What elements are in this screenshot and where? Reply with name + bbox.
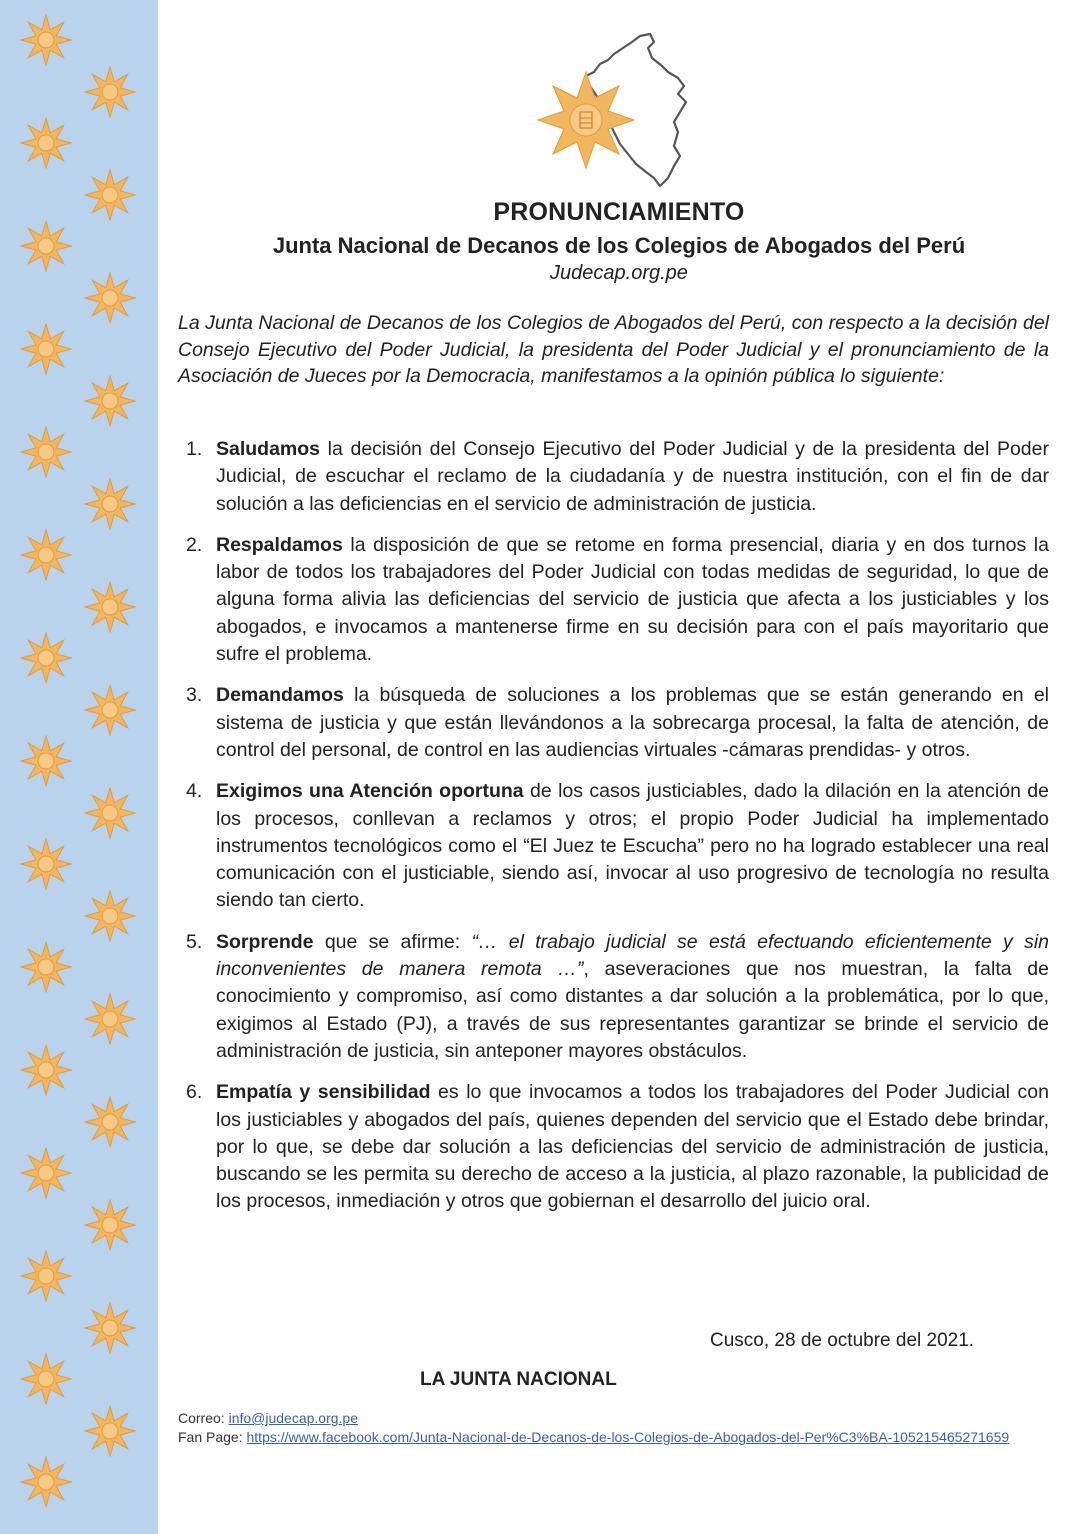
fanpage-line bbox=[178, 1428, 1058, 1447]
fanpage-link[interactable]: https://www.facebook.com/Junta-Nacional-de-Decanos-de-los-Colegios-de-Abogados-del-Per%C3%BA-105215465271659 bbox=[246, 1429, 1010, 1445]
item-lead: Demandamos bbox=[216, 684, 344, 707]
star-icon bbox=[84, 1302, 136, 1354]
star-icon bbox=[84, 272, 136, 324]
item-text: la búsqueda de soluciones a los problemas que se están generando en el sistema de justicia y que están llevándonos a la sobrecarga procesal, la falta de atención, de control del personal, de control en las audiencias virtuales -cámaras prendidas- y otros. bbox=[216, 684, 1049, 761]
list-item bbox=[186, 436, 1049, 518]
item-text: la decisión del Consejo Ejecutivo del Poder Judicial y de la presidenta del Poder Judicial, de escuchar el reclamo de la ciudadanía y de nuestra institución, con el fin de dar solución a las deficiencias en el servicio de administración de justicia. bbox=[216, 438, 1049, 515]
list-item bbox=[186, 929, 1049, 1065]
website-text: Judecap.org.pe bbox=[550, 262, 688, 284]
list-item bbox=[186, 778, 1049, 914]
list-item bbox=[186, 1079, 1049, 1215]
star-icon bbox=[20, 1147, 72, 1199]
star-icon bbox=[20, 117, 72, 169]
decorative-star-border bbox=[0, 0, 158, 1534]
star-icon bbox=[84, 787, 136, 839]
item-text: de los casos justiciables, dado la dilación en la atención de los procesos, conllevan a reclamos y otros; el propio Poder Judicial ha implementado instrumentos tecnológicos como el “El Juez te Escucha” pero no ha logrado establecer una real comunicación con el justiciable, siendo así, invocar al uso progresivo de tecnología no resulta siendo tan cierto. bbox=[216, 780, 1049, 912]
star-icon bbox=[20, 838, 72, 890]
star-icon bbox=[20, 220, 72, 272]
star-icon bbox=[20, 1456, 72, 1508]
item-lead: Respaldamos bbox=[216, 533, 343, 556]
star-icon bbox=[20, 323, 72, 375]
item-lead: Exigimos una Atención oportuna bbox=[216, 780, 524, 803]
intro-paragraph: La Junta Nacional de Decanos de los Colegios de Abogados del Perú, con respecto a la decisión del Consejo Ejecutivo del Poder Judicial, la presidenta del Poder Judicial y el pronunciamiento de la Asociación de Jueces por la Democracia, manifestamos a la opinión pública lo siguiente: bbox=[178, 312, 1049, 387]
item-number: 2. bbox=[186, 533, 203, 556]
list-item bbox=[186, 532, 1049, 668]
list-item bbox=[186, 682, 1049, 764]
star-icon bbox=[84, 890, 136, 942]
item-lead: Saludamos bbox=[216, 438, 321, 460]
star-icon bbox=[20, 14, 72, 66]
signature: LA JUNTA NACIONAL bbox=[420, 1369, 617, 1390]
statement-list bbox=[186, 436, 1049, 1230]
judecap-logo bbox=[528, 28, 698, 198]
item-number: 4. bbox=[186, 780, 203, 803]
star-icon bbox=[84, 66, 136, 118]
item-number: 5. bbox=[186, 930, 203, 953]
star-icon bbox=[84, 581, 136, 633]
item-number: 3. bbox=[186, 684, 203, 707]
email-label: Correo: bbox=[178, 1410, 229, 1426]
email-line bbox=[178, 1409, 1058, 1428]
item-number: 6. bbox=[186, 1081, 203, 1104]
item-text: , aseveraciones que nos muestran, la falta de conocimiento y compromiso, así como distantes a dar solución a la problemática, por lo que, exigimos al Estado (PJ), a través de sus representantes garantizar se brinde el servicio de administración de justicia, sin anteponer mayores obstáculos. bbox=[216, 958, 1049, 1062]
contact-info bbox=[178, 1409, 1058, 1447]
organization-name: Junta Nacional de Decanos de los Colegios de Abogados del Perú bbox=[272, 233, 966, 258]
email-link[interactable]: info@judecap.org.pe bbox=[228, 1410, 358, 1426]
star-icon bbox=[84, 1405, 136, 1457]
star-icon bbox=[20, 1044, 72, 1096]
item-lead: Sorprende bbox=[216, 930, 314, 953]
star-icon bbox=[20, 735, 72, 787]
item-lead: Empatía y sensibilidad bbox=[216, 1081, 431, 1104]
star-icon bbox=[84, 169, 136, 221]
star-icon bbox=[84, 1096, 136, 1148]
document-title: PRONUNCIAMIENTO bbox=[493, 198, 745, 226]
star-icon bbox=[84, 993, 136, 1045]
item-number: 1. bbox=[186, 438, 203, 460]
item-text: es lo que invocamos a todos los trabajadores del Poder Judicial con los justiciables y abogados del país, quienes dependen del servicio que el Estado debe brindar, por lo que, se debe dar solución a las deficiencias del servicio de administración de justicia, buscando se les permita su derecho de acceso a la justicia, al plazo razonable, la publicidad de los procesos, inmediación y otros que gobiernan el desarrollo del juicio oral. bbox=[216, 1081, 1049, 1213]
document-date: Cusco, 28 de octubre del 2021. bbox=[710, 1330, 975, 1351]
star-icon bbox=[20, 426, 72, 478]
star-icon bbox=[84, 1199, 136, 1251]
star-icon bbox=[84, 684, 136, 736]
star-icon bbox=[20, 529, 72, 581]
star-icon bbox=[84, 375, 136, 427]
star-icon bbox=[20, 1250, 72, 1302]
star-icon bbox=[20, 941, 72, 993]
document-page bbox=[158, 0, 1080, 1534]
star-icon bbox=[20, 632, 72, 684]
item-quote: “… el trabajo judicial se está efectuando eficientemente y sin inconvenientes de manera remota …” bbox=[216, 930, 1049, 981]
item-text: la disposición de que se retome en forma presencial, diaria y en dos turnos la labor de todos los trabajadores del Poder Judicial con todas medidas de seguridad, lo que de alguna forma alivia las deficiencias del servicio de justicia que afecta a los justiciables y los abogados, e invocamos a mantenerse firme en su decisión para con el país mayoritario que sufre el problema. bbox=[216, 533, 1049, 666]
sun-star-icon bbox=[538, 72, 634, 168]
star-icon bbox=[84, 478, 136, 530]
fanpage-label: Fan Page: bbox=[178, 1429, 247, 1445]
item-text-before: que se afirme: bbox=[313, 930, 472, 953]
star-icon bbox=[20, 1353, 72, 1405]
